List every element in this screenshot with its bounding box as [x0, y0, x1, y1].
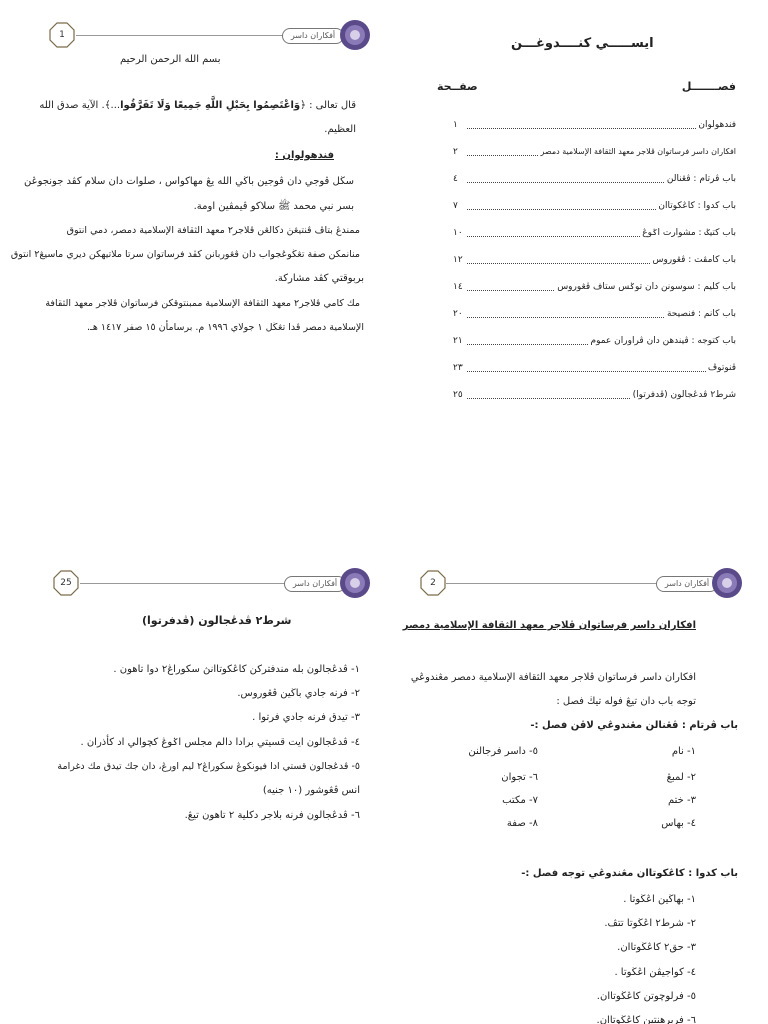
toc-row[interactable] [453, 282, 736, 296]
toc-row-label: باب كتوجه : ڤيندهن دان ڤراوران عموم [590, 336, 736, 346]
toc-row-page: ١ [453, 120, 458, 130]
toc-row-label: ڤنوتوڤ [707, 363, 736, 373]
chapter-2-title: باب كدوا : كاڠكوتاان مڠندوڠي توجه فصل :- [521, 868, 738, 879]
toc-row[interactable] [453, 363, 736, 377]
verse-text: وَاعْتَصِمُوا بِحَبْلِ اللَّهِ جَمِيعًا وَلَا تَفَرَّقُوا [120, 100, 301, 111]
toc-row[interactable] [453, 390, 736, 404]
running-title: أفكاران داسر [284, 576, 346, 592]
list-item: ٣- حق٢ كاڠڬوتاان. [617, 942, 696, 953]
page-number: 1 [59, 30, 65, 40]
toc-col-page: صفــحة [437, 80, 478, 93]
toc-col-chapter: فصـــــــل [681, 80, 736, 93]
toc-row-page: ٢ [453, 147, 458, 157]
paragraph-line: بسر نبي محمد ﷺ سلاكو ڤيمڤين اومة. [193, 201, 354, 212]
list-item: ٥- ڤدڠجالون قستي ادا فيونكوڠ سكوراڠ٢ ليم اورڠ، دان جك تيدق مك دغرامة [57, 761, 360, 772]
toc-row-page: ٢٣ [453, 363, 463, 373]
toc-row-label: باب كدوا : كاڠكوتاان [658, 201, 736, 211]
toc-row-page: ٢٠ [453, 309, 463, 319]
list-item: ١- ڤدڠجالون بله مندفترکن كاڠكوتاانڽ سكوراڠ٢ دوا تاهون . [113, 664, 360, 675]
list-item: ٤- كواجيڤن اڠڬوتا . [614, 967, 696, 978]
toc-row-label: باب ڤرتام : ڤڠنالن [666, 174, 736, 184]
basmala: بسم الله الرحمن الرحيم [120, 54, 221, 65]
list-item: ٥- داسر فرجالنن [468, 746, 538, 757]
verse-end: العظيم. [324, 124, 356, 135]
paragraph-line: بربوقتي كڤد مشاركة. [274, 273, 364, 284]
page-25 [0, 512, 384, 1024]
toc-row-label: شرط٢ ڤدڠجالون (ڤدفرتوا) [632, 390, 736, 400]
page-number-badge [49, 22, 75, 48]
list-item: ٤- بهاس [661, 818, 696, 829]
quran-verse [39, 100, 356, 111]
list-item: ٢- فرنه جادي باڬين ڤڠوروس. [237, 688, 360, 699]
list-item: ٧- مكتب [502, 795, 538, 806]
paragraph-line: مك كامي ڤلاجر٢ معهد الثقافة الإسلامية ممبنتوقكن فرساتوان ڤلاجر معهد الثقافة [45, 298, 360, 309]
list-item: ٣- ختم [667, 795, 696, 806]
section-title: فندهولوان : [274, 150, 334, 161]
toc-row-label: باب كتيݢ : مشوارت اݢوڠ [642, 228, 736, 238]
list-item: ٥- فرلوچوتن كاڠڬوتاان. [596, 991, 696, 1002]
toc-row[interactable] [453, 120, 736, 134]
toc-row[interactable] [453, 228, 736, 242]
list-item: ٢- شرط٢ اڠڬوتا تتڤ. [604, 918, 696, 929]
chapter-1-title: باب ڤرتام : ڤڠنالن مڠندوڠي لاڤن فصل :- [530, 720, 738, 731]
list-item: ٦- فربرهنتين كاڠڬوتاان. [596, 1015, 696, 1024]
toc-row[interactable] [453, 147, 736, 161]
page-title: شرط٢ ڤدڠجالون (ڤدفرتوا) [142, 614, 292, 627]
running-title: أفكاران داسر [282, 28, 344, 44]
page-header [0, 564, 384, 604]
ornament-medallion-icon [338, 566, 372, 600]
list-item: ٨- صفة [506, 818, 538, 829]
toc-row-page: ١٤ [453, 282, 463, 292]
toc-row-label: باب كامڤت : ڤڠوروس [652, 255, 736, 265]
toc-row[interactable] [453, 201, 736, 215]
toc-row-label: افكاران داسر فرساتوان ڤلاجر معهد الثقافة الإسلامية دمصر [540, 147, 736, 156]
intro-line: توجه باب دان تيڠ فوله تيڬ فصل : [556, 696, 696, 707]
toc-heading: ايســـــي كنــــدوغـــن [511, 36, 654, 51]
intro-line: افكاران داسر فرساتوان ڤلاجر معهد الثقافة الإسلامية دمصر مڠندوڠي [410, 672, 696, 683]
page-number-badge [53, 570, 79, 596]
toc-row-page: ٧ [453, 201, 458, 211]
paragraph-line: ممندڠ بتاڤ ڤنتيڠڽ دكالڠن ڤلاجر٢ معهد الثقافة الإسلامية دمصر، دمي انتوق [66, 225, 360, 236]
page-number: 2 [430, 578, 436, 588]
toc-row[interactable] [453, 336, 736, 350]
header-rule [80, 583, 286, 584]
page-header [0, 16, 384, 56]
list-item: ١- بهاڬين اڠڬوتا . [623, 894, 696, 905]
verse-intro: قال تعالى : ﴿ [300, 100, 356, 111]
ornament-medallion-icon [710, 566, 744, 600]
header-rule [76, 35, 286, 36]
list-item: ٦- ڤدڠجالون فرنه بلاجر دكلية ٢ تاهون تيڠ. [184, 810, 360, 821]
verse-outro: ...﴾. الآية صدق الله [39, 100, 121, 111]
toc-row[interactable] [453, 309, 736, 323]
list-item: ٤- ڤدڠجالون ايت قسيتي برادا دالم مجلس اݢوڠ كچوالي اد كأذران . [80, 737, 360, 748]
toc-row-label: باب كانم : فنصيحة [666, 309, 736, 319]
page-title: افكاران داسر فرساتوان ڤلاجر معهد الثقافة الإسلامية دمصر [402, 620, 696, 631]
running-title: أفكاران داسر [656, 576, 718, 592]
toc-row-page: ٢١ [453, 336, 463, 346]
toc-row[interactable] [453, 174, 736, 188]
ornament-medallion-icon [338, 18, 372, 52]
list-item: ١- نام [671, 746, 696, 757]
list-item: ٦- تجوان [501, 772, 538, 783]
paragraph-line: منانمكن صفة تڠڬوڠجواب دان ڤڠوربانن كڤد فرساتوان سرتا ملاتيهكن ديري ماسيڠ٢ انتوق [10, 249, 360, 260]
toc-row-page: ١٠ [453, 228, 463, 238]
toc-row[interactable] [453, 255, 736, 269]
toc-row-page: ٤ [453, 174, 458, 184]
list-item: انس ڤڠوشور (١٠ جنيه) [262, 785, 360, 796]
list-item: ٣- تيدق فرنه جادي فرتوا . [252, 712, 360, 723]
list-item: ٢- لمبڠ [666, 772, 696, 783]
paragraph-line: الإسلامية دمصر ڤدا تڠڬل ١ جولاي ١٩٩٦ م. برسامأن ١٥ صفر ١٤١٧ هـ. [87, 322, 364, 333]
page-header [384, 564, 768, 604]
toc-row-page: ٢٥ [453, 390, 463, 400]
header-rule [446, 583, 658, 584]
paragraph-line: سڬل ڤوجي دان ڤوجين باڬي الله يڠ مهاكواس ، صلوات دان سلام كڤد جونجوڠن [24, 176, 354, 187]
toc-row-label: باب كليم : سوسونن دان توݢس ستاف ڤڠوروس [557, 282, 736, 292]
toc-row-label: فندهولوان [698, 120, 736, 130]
page-number-badge [420, 570, 446, 596]
page-1 [0, 0, 384, 512]
page-number: 25 [60, 578, 72, 588]
page-2 [384, 512, 768, 1024]
toc-row-page: ١٢ [453, 255, 463, 265]
